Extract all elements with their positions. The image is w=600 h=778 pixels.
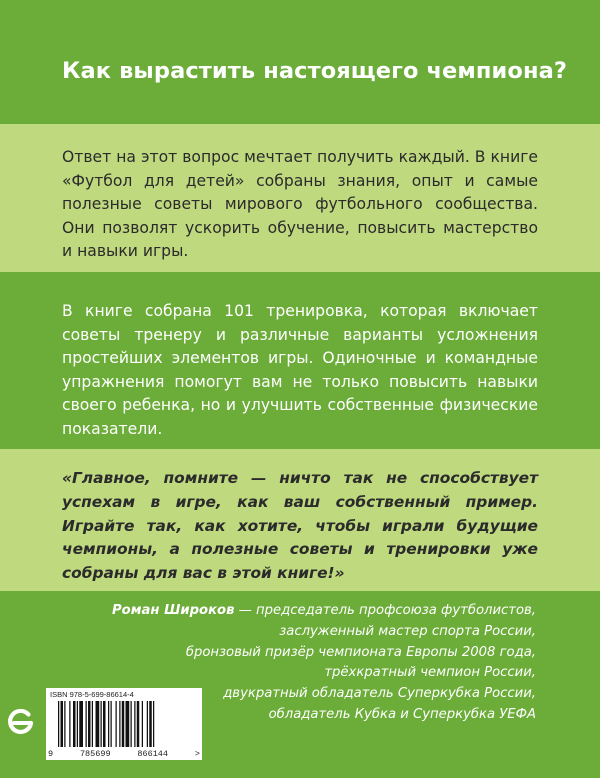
isbn-text: ISBN 978-5-699-86614-4 [50,690,134,699]
page-title: Как вырастить настоящего чемпиона? [62,58,568,84]
barcode-bar [61,701,64,747]
barcode-panel [46,688,202,760]
barcode-bar [153,701,154,747]
attribution-line: обладатель Кубка и Суперкубка УЕФА [268,706,536,722]
intro-paragraph: Ответ на этот вопрос мечтает получить каждый. В книге «Футбол для детей» собраны знания, опыт и самые полезные советы мирового футбольного сообщества. Они позволят ускорить обучение, повысить мастерство и навыки игры. [62,148,538,261]
barcode-digit-group: 866144 [137,749,169,759]
title-section [0,0,600,124]
barcode-bar [131,701,132,747]
barcode-bar [86,701,87,747]
barcode-bar [116,701,117,747]
barcode-bar [77,701,78,747]
barcode-bar [58,701,59,747]
barcode-bar [96,701,100,747]
barcode-bar [122,701,125,747]
barcode-bar [134,701,135,747]
content-paragraph: В книге собрана 101 тренировка, которая включает советы тренеру и различные варианты усложнения простейших элементов игры. Одиночные и командные упражнения помогут вам не только повысить навыки своего ребенка, но и улучшить собственные физические показатели. [62,302,538,438]
attribution-line: заслуженный мастер спорта России, [279,623,536,639]
quote-text: «Главное, помните — ничто так не способствует успехам в игре, как ваш собственный пример. Играйте так, как хотите, чтобы играли будущие чемпионы, а полезные советы и тренировки уже собраны для вас в этой книге!» [62,469,538,583]
barcode-bar [73,701,76,747]
barcode-digit-group: 785699 [79,749,111,759]
barcode-bar [119,701,120,747]
intro-section [0,124,600,272]
barcode-digit-group: > [194,749,200,759]
barcode-bar [149,701,152,747]
author-name: Роман Широков [111,603,235,618]
barcode-icon [56,701,192,747]
attribution-line: двукратный обладатель Суперкубка России, [223,686,536,702]
quote-section [0,449,600,591]
publisher-logo-icon [6,707,36,737]
barcode-bar [137,701,140,747]
barcode-digits [48,749,200,759]
barcode-bar [64,701,65,747]
attribution-line [112,601,536,622]
barcode-bar [108,701,109,747]
barcode-bar [111,701,112,747]
content-section [0,272,600,449]
barcode-bar [103,701,106,747]
attribution-line: трёхкратный чемпион России, [324,665,536,681]
barcode-bar [142,701,143,747]
barcode-bar [101,701,102,747]
attribution-line: бронзовый призёр чемпионата Европы 2008 года, [185,644,536,660]
barcode-bar [147,701,148,747]
barcode-bar [69,701,70,747]
author-role: — председатель профсоюза футболистов, [234,603,536,618]
barcode-bar [126,701,130,747]
barcode-digit-group: 9 [48,749,54,759]
barcode-bar [88,701,91,747]
barcode-bar [79,701,83,747]
barcode-bar [92,701,93,747]
